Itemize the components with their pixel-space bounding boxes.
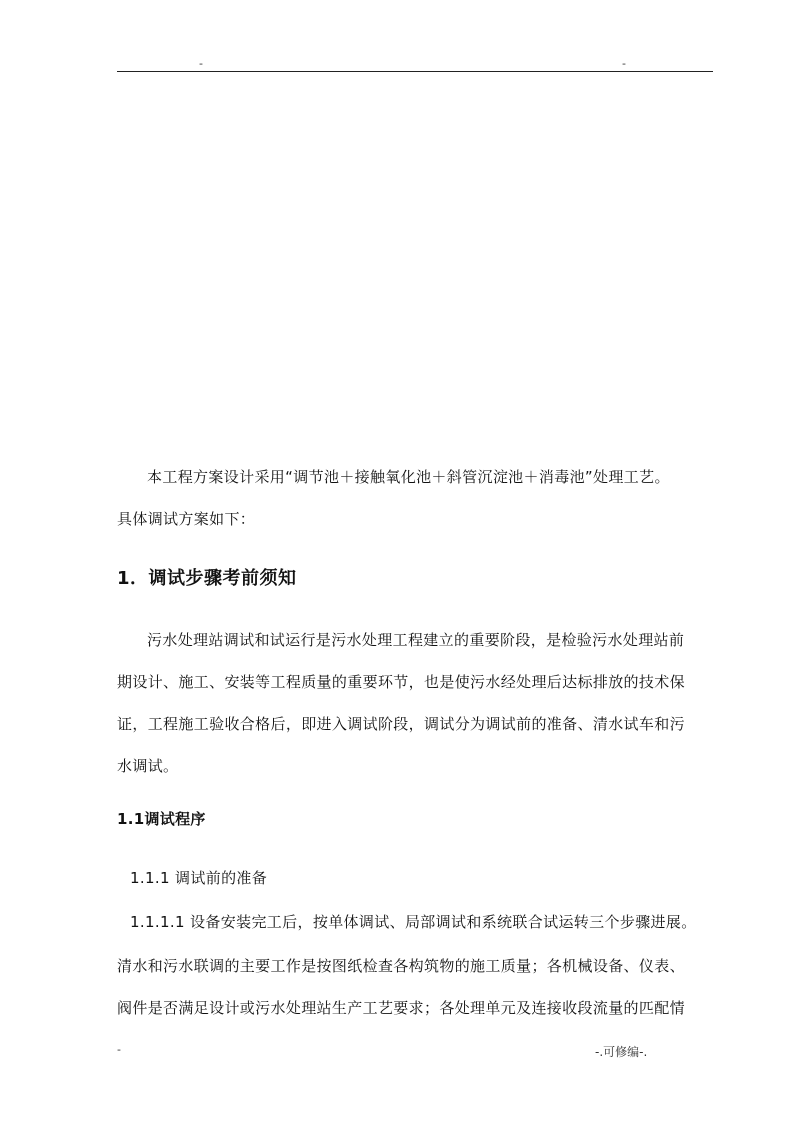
footer-text: -.可修编-. xyxy=(595,1045,648,1059)
section-1-paragraph-line-1: 污水处理站调试和试运行是污水处理工程建立的重要阶段，是检验污水处理站前 xyxy=(147,631,685,649)
section-1-1-1-heading: 1.1.1 调试前的准备 xyxy=(130,869,268,887)
intro-line-2: 具体调试方案如下： xyxy=(117,510,256,528)
section-1-paragraph-line-3: 证，工程施工验收合格后，即进入调试阶段，调试分为调试前的准备、清水试车和污 xyxy=(117,715,685,733)
footer-left-mark: - xyxy=(117,1043,121,1056)
header-rule xyxy=(117,71,713,72)
header-right-mark: - xyxy=(622,57,626,70)
section-1-1-1-1-line-2: 清水和污水联调的主要工作是按图纸检查各构筑物的施工质量；各机械设备、仪表、 xyxy=(117,957,685,975)
section-1-1-1-1-line-1: 1.1.1.1 设备安装完工后，按单体调试、局部调试和系统联合试运转三个步骤进展。 xyxy=(130,913,697,931)
section-1-paragraph-line-2: 期设计、施工、安装等工程质量的重要环节，也是使污水经处理后达标排放的技术保 xyxy=(117,673,685,691)
section-1-1-heading: 1.1调试程序 xyxy=(117,810,206,828)
intro-line-1: 本工程方案设计采用“调节池＋接触氧化池＋斜管沉淀池＋消毒池”处理工艺。 xyxy=(147,468,670,486)
section-1-heading: 1．调试步骤考前须知 xyxy=(117,568,297,589)
section-1-1-1-1-line-3: 阀件是否满足设计或污水处理站生产工艺要求；各处理单元及连接收段流量的匹配情 xyxy=(117,999,685,1017)
header-left-mark: - xyxy=(199,57,203,70)
section-1-paragraph-line-4: 水调试。 xyxy=(117,757,179,775)
